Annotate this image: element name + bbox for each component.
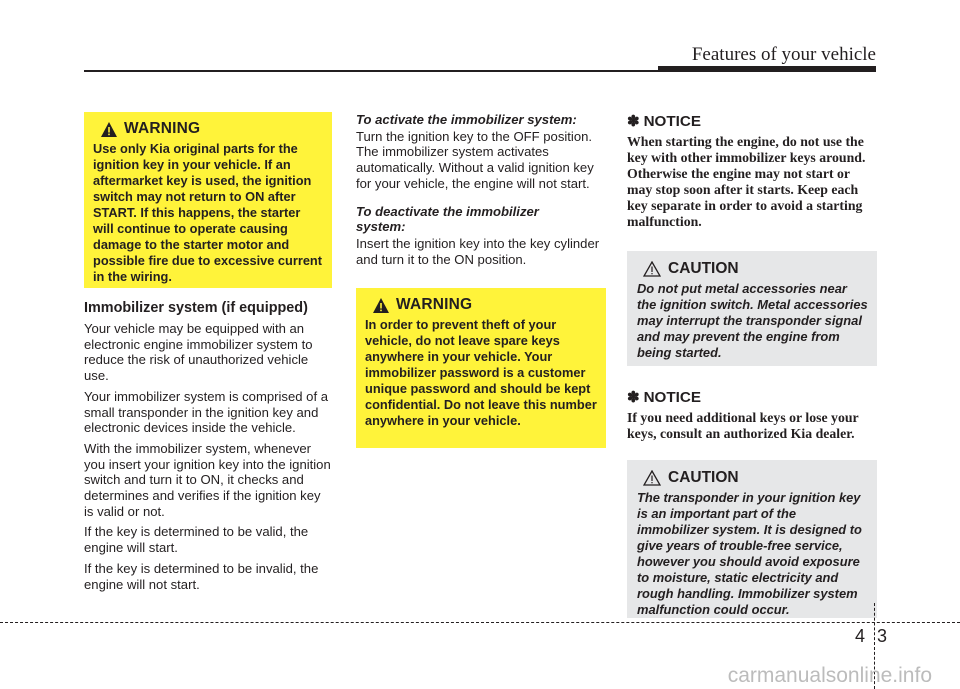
notice-asterisk-icon: ✽	[627, 389, 640, 406]
caution-title-label: CAUTION	[668, 469, 739, 486]
section-heading-immobilizer: Immobilizer system (if equipped)	[84, 300, 308, 316]
paragraph: With the immobilizer system, whenever you insert your ignition key into the ignition switch and turn it to ON, it checks and determines and verifies if the ignition key is valid or not.	[84, 440, 331, 519]
deactivate-heading: To deactivate the immobilizer system:	[356, 203, 539, 235]
caution-triangle-icon	[643, 261, 661, 277]
warning-text: In order to prevent theft of your vehicle, do not leave spare keys anywhere in your vehicle. Your immobilizer password is a customer unique password and should be kept confidential. Do not leave this number anywhere in your vehicle.	[365, 317, 597, 429]
caution-triangle-icon	[643, 470, 661, 486]
warning-box-spare-keys	[356, 288, 606, 448]
warning-triangle-icon	[373, 298, 389, 313]
watermark: carmanualsonline.info	[727, 664, 932, 687]
caution-title-label: CAUTION	[668, 260, 739, 277]
notice-title: NOTICE	[643, 388, 701, 406]
warning-triangle-icon	[101, 122, 117, 137]
warning-title-label: WARNING	[124, 120, 201, 137]
notice-text: If you need additional keys or lose your keys, consult an authorized Kia dealer.	[627, 410, 859, 441]
header-rule-accent	[658, 66, 876, 72]
activate-text: Turn the ignition key to the OFF position. The immobilizer system activates automatically. Without a valid ignition key for your vehicle, the engine will not start.	[356, 128, 594, 191]
page-header-title: Features of your vehicle	[691, 44, 876, 65]
notice-text: When starting the engine, do not use the key with other immobilizer keys around. Otherwise the engine may not start or may stop soon after it starts. Keep each key separate in order to avoid a starting malfunction.	[627, 134, 866, 229]
paragraph: Your immobilizer system is comprised of a small transponder in the ignition key and electronic devices inside the vehicle.	[84, 388, 329, 436]
warning-title	[93, 120, 323, 138]
caution-title	[637, 260, 868, 278]
warning-title	[365, 296, 597, 314]
paragraph: If the key is determined to be valid, the engine will start.	[84, 524, 309, 556]
notice-heading	[627, 112, 877, 130]
notice-asterisk-icon: ✽	[627, 113, 640, 130]
column-right	[627, 112, 877, 618]
caution-box-transponder	[627, 460, 877, 618]
column-middle	[356, 112, 606, 448]
notice-title: NOTICE	[643, 112, 701, 130]
caution-text: Do not put metal accessories near the ignition switch. Metal accessories may interrupt the transponder signal and may prevent the engine from being started.	[637, 281, 868, 360]
deactivate-text: Insert the ignition key into the key cylinder and turn it to the ON position.	[356, 235, 600, 267]
paragraph: Your vehicle may be equipped with an electronic engine immobilizer system to reduce the risk of unauthorized vehicle use.	[84, 321, 313, 384]
paragraph: If the key is determined to be invalid, the engine will not start.	[84, 560, 319, 592]
notice-heading	[627, 388, 877, 406]
column-left	[84, 112, 332, 597]
warning-title-label: WARNING	[396, 296, 473, 314]
caution-title	[637, 469, 868, 487]
warning-box-ignition-key	[84, 112, 332, 288]
footer-rule	[0, 622, 960, 623]
caution-text: The transponder in your ignition key is an important part of the immobilizer system. It is designed to give years of trouble-free service, however you should avoid exposure to moisture, static electricity and rough handling. Immobilizer system malfunction could occur.	[637, 490, 862, 617]
caution-box-metal-accessories	[627, 251, 877, 366]
activate-heading: To activate the immobilizer system:	[356, 112, 577, 127]
section-number: 4	[855, 626, 866, 646]
page-number: 3	[877, 626, 888, 646]
warning-text: Use only Kia original parts for the ignition key in your vehicle. If an aftermarket key is used, the ignition switch may not return to ON after START. If this happens, the starter will continue to operate causing damage to the starter motor and possible fire due to excessive current in the wiring.	[93, 141, 323, 284]
